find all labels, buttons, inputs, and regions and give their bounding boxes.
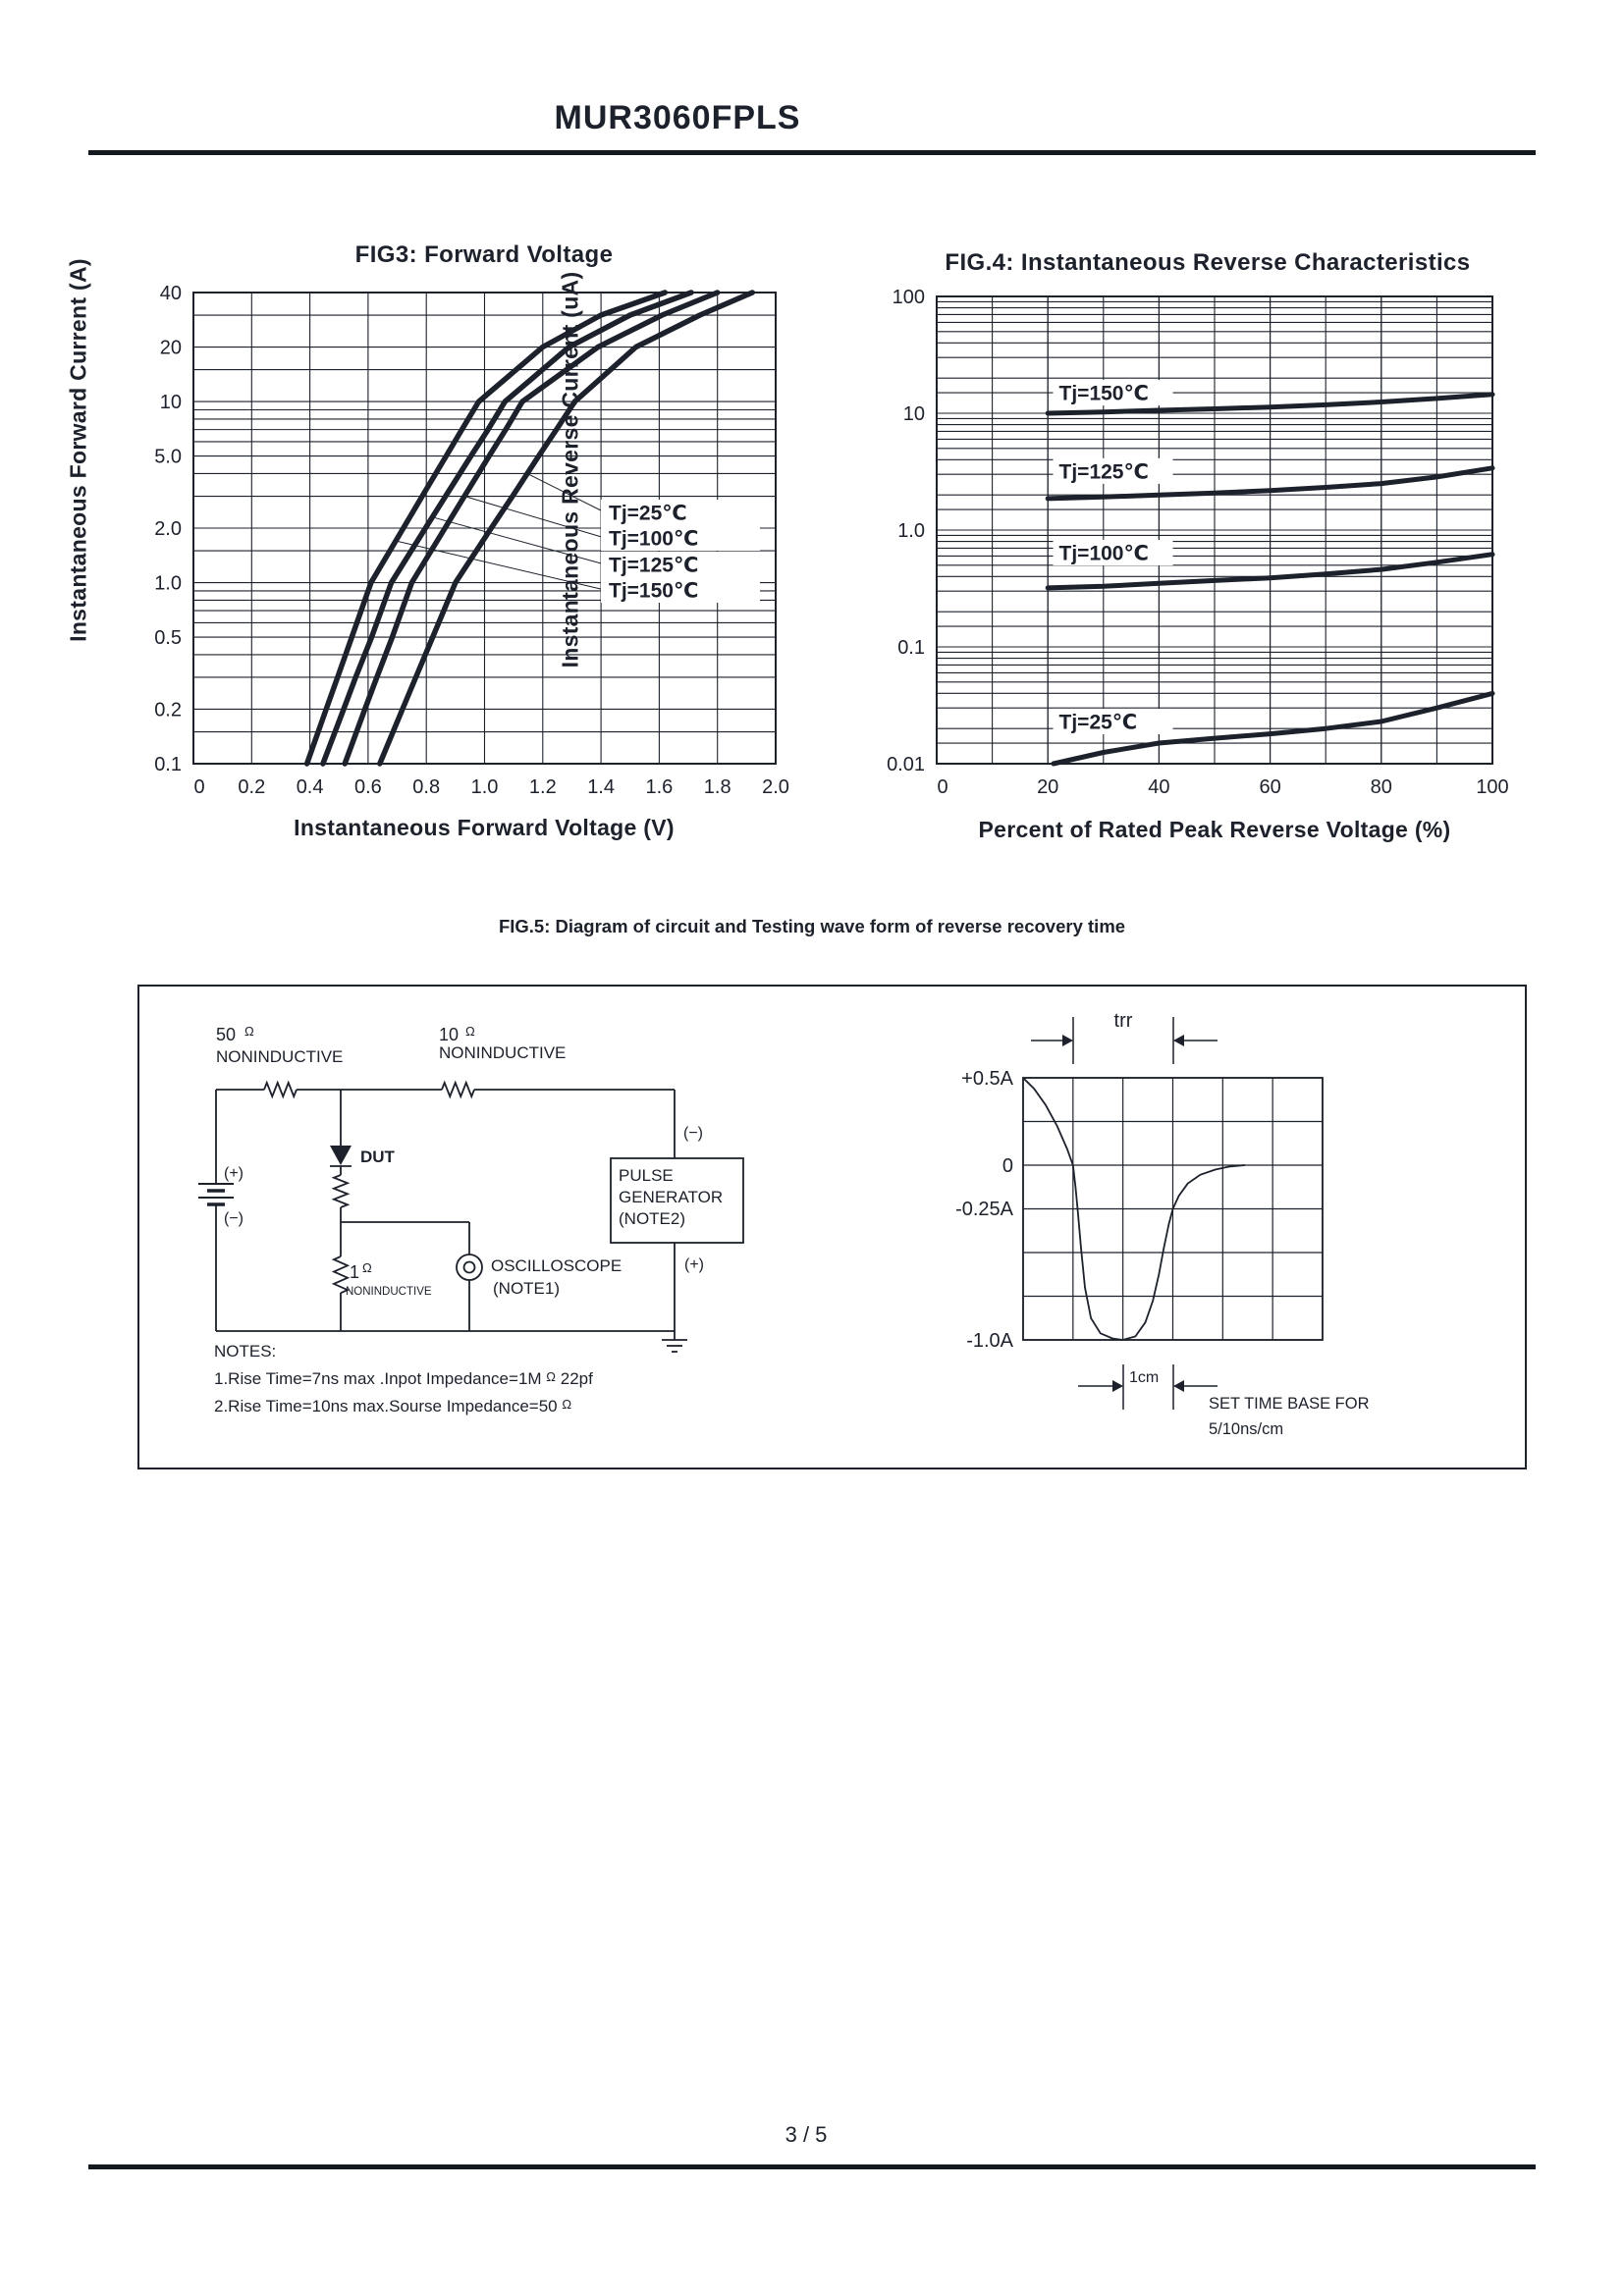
dut-label: DUT — [360, 1148, 395, 1166]
fig3-legend-entry: Tj=25℃ — [609, 502, 687, 525]
pulse-generator-label-3: (NOTE2) — [619, 1209, 685, 1228]
svg-text:+0.5A: +0.5A — [961, 1068, 1013, 1090]
fig4-grid — [937, 296, 1492, 764]
fig3-xtick: 0.2 — [238, 776, 266, 798]
circuit-wires — [216, 1090, 675, 1340]
fig3-legend-entry: Tj=125℃ — [609, 554, 699, 577]
fig4-curve-label: Tj=25℃ — [1058, 711, 1138, 734]
fig3-ytick: 2.0 — [154, 517, 182, 540]
notes-title: NOTES: — [214, 1342, 277, 1361]
note-1: 1.Rise Time=7ns max .Inpot Impedance=1M Ω 22pf — [214, 1369, 593, 1388]
svg-text:0: 0 — [1001, 1155, 1013, 1177]
ground-icon — [662, 1340, 687, 1352]
battery-icon — [198, 1184, 234, 1204]
fig3-ytick: 0.1 — [154, 754, 182, 775]
oscilloscope-label: OSCILLOSCOPE — [491, 1256, 623, 1275]
fig3-xtick: 0.6 — [353, 776, 382, 798]
fig3-y-axis-label: Instantaneous Forward Current (A) — [65, 258, 91, 642]
fig4-ytick: 0.1 — [897, 637, 925, 659]
fig4-ytick: 10 — [902, 403, 925, 425]
pulse-generator-label-2: GENERATOR — [619, 1188, 724, 1206]
fig4-ytick: 0.01 — [887, 754, 925, 775]
fig3-x-axis-label: Instantaneous Forward Voltage (V) — [294, 815, 675, 840]
fig4-curve-label: Tj=125℃ — [1058, 460, 1149, 484]
resistor-50ohm — [264, 1083, 297, 1096]
fig3-ytick: 0.2 — [154, 699, 182, 721]
svg-text:-1.0A: -1.0A — [966, 1330, 1013, 1352]
trr-label: trr — [1113, 1010, 1133, 1032]
dut-diode-icon — [330, 1146, 352, 1165]
fig3-xtick: 2.0 — [762, 776, 789, 798]
fig3-legend-entry: Tj=100℃ — [609, 527, 699, 551]
fig4-title: FIG.4: Instantaneous Reverse Characteristics — [945, 249, 1471, 276]
fig3-chart — [154, 283, 789, 798]
r1-name-label: NONINDUCTIVE — [216, 1047, 344, 1066]
fig4-xtick: 100 — [1476, 776, 1509, 798]
oscilloscope-probe-icon — [457, 1255, 482, 1280]
r3-name-label: NONINDUCTIVE — [346, 1286, 432, 1298]
fig3-xtick: 0.8 — [412, 776, 441, 798]
time-base-note: SET TIME BASE FOR 5/10ns/cm — [1209, 1395, 1370, 1438]
waveform-y-labels — [955, 1068, 1014, 1352]
fig5-circuit-diagram — [198, 1024, 743, 1352]
fig3-xtick: 0 — [193, 776, 205, 798]
fig3-xtick: 1.0 — [470, 776, 499, 798]
r3-ohm-symbol: Ω — [362, 1260, 372, 1275]
battery-plus-label: (+) — [224, 1165, 244, 1182]
resistor-dut-series — [334, 1175, 348, 1207]
oscilloscope-note-label: (NOTE1) — [493, 1279, 560, 1298]
fig3-xtick: 1.8 — [703, 776, 731, 798]
footer-rule — [88, 2164, 1536, 2169]
note-2: 2.Rise Time=10ns max.Sourse Impedance=50 Ω — [214, 1397, 572, 1415]
battery-minus-label: (−) — [224, 1210, 244, 1227]
fig3-legend-entry: Tj=150℃ — [609, 579, 699, 603]
fig4-xtick: 80 — [1370, 776, 1392, 798]
pg-plus-label: (+) — [684, 1256, 704, 1273]
fig3-xtick: 1.2 — [528, 776, 557, 798]
fig5-title: FIG.5: Diagram of circuit and Testing wave form of reverse recovery time — [498, 916, 1126, 936]
fig4-xtick: 60 — [1259, 776, 1281, 798]
pulse-generator-label-1: PULSE — [619, 1166, 674, 1185]
fig4-xtick: 20 — [1037, 776, 1059, 798]
r1-ohm-symbol: Ω — [244, 1024, 254, 1039]
waveform-annotations — [1031, 1010, 1218, 1410]
fig3-ytick: 1.0 — [154, 572, 182, 595]
fig3-ytick: 5.0 — [154, 446, 182, 468]
fig3-ytick: 20 — [159, 337, 182, 359]
r2-value-label: 10 — [439, 1025, 460, 1044]
page-number: 3 / 5 — [785, 2122, 828, 2147]
svg-text:-0.25A: -0.25A — [955, 1199, 1013, 1220]
page-title: MUR3060FPLS — [554, 99, 801, 136]
fig5-waveform — [955, 1010, 1323, 1410]
fig3-xtick: 1.6 — [645, 776, 674, 798]
fig4-chart — [887, 287, 1509, 798]
r2-name-label: NONINDUCTIVE — [439, 1043, 567, 1062]
fig4-curve-label: Tj=150℃ — [1058, 382, 1149, 405]
fig4-ytick: 1.0 — [897, 520, 925, 542]
r2-ohm-symbol: Ω — [465, 1024, 475, 1039]
r3-value-label: 1 — [350, 1262, 360, 1282]
fig4-curve-label: Tj=100℃ — [1058, 542, 1149, 565]
fig4-xtick: 0 — [937, 776, 948, 798]
fig3-ytick: 40 — [159, 282, 182, 304]
r1-value-label: 50 — [216, 1025, 237, 1044]
fig4-curve-labels — [1054, 380, 1173, 734]
fig4-ytick: 100 — [892, 287, 925, 308]
fig3-ytick: 0.5 — [154, 627, 182, 650]
fig4-y-axis-label: Instantaneous Reverse Current (uA) — [557, 271, 583, 668]
one-cm-label: 1cm — [1129, 1369, 1160, 1386]
fig3-xtick: 0.4 — [296, 776, 324, 798]
fig3-ytick: 10 — [159, 392, 182, 414]
pg-minus-label: (−) — [683, 1125, 703, 1142]
fig4-tick-labels — [887, 287, 1509, 798]
fig4-x-axis-label: Percent of Rated Peak Reverse Voltage (%) — [978, 817, 1451, 842]
fig3-title: FIG3: Forward Voltage — [354, 241, 614, 268]
fig3-xtick: 1.4 — [587, 776, 616, 798]
fig4-xtick: 40 — [1148, 776, 1170, 798]
resistor-10ohm — [442, 1083, 474, 1096]
fig5-notes — [214, 1339, 593, 1419]
